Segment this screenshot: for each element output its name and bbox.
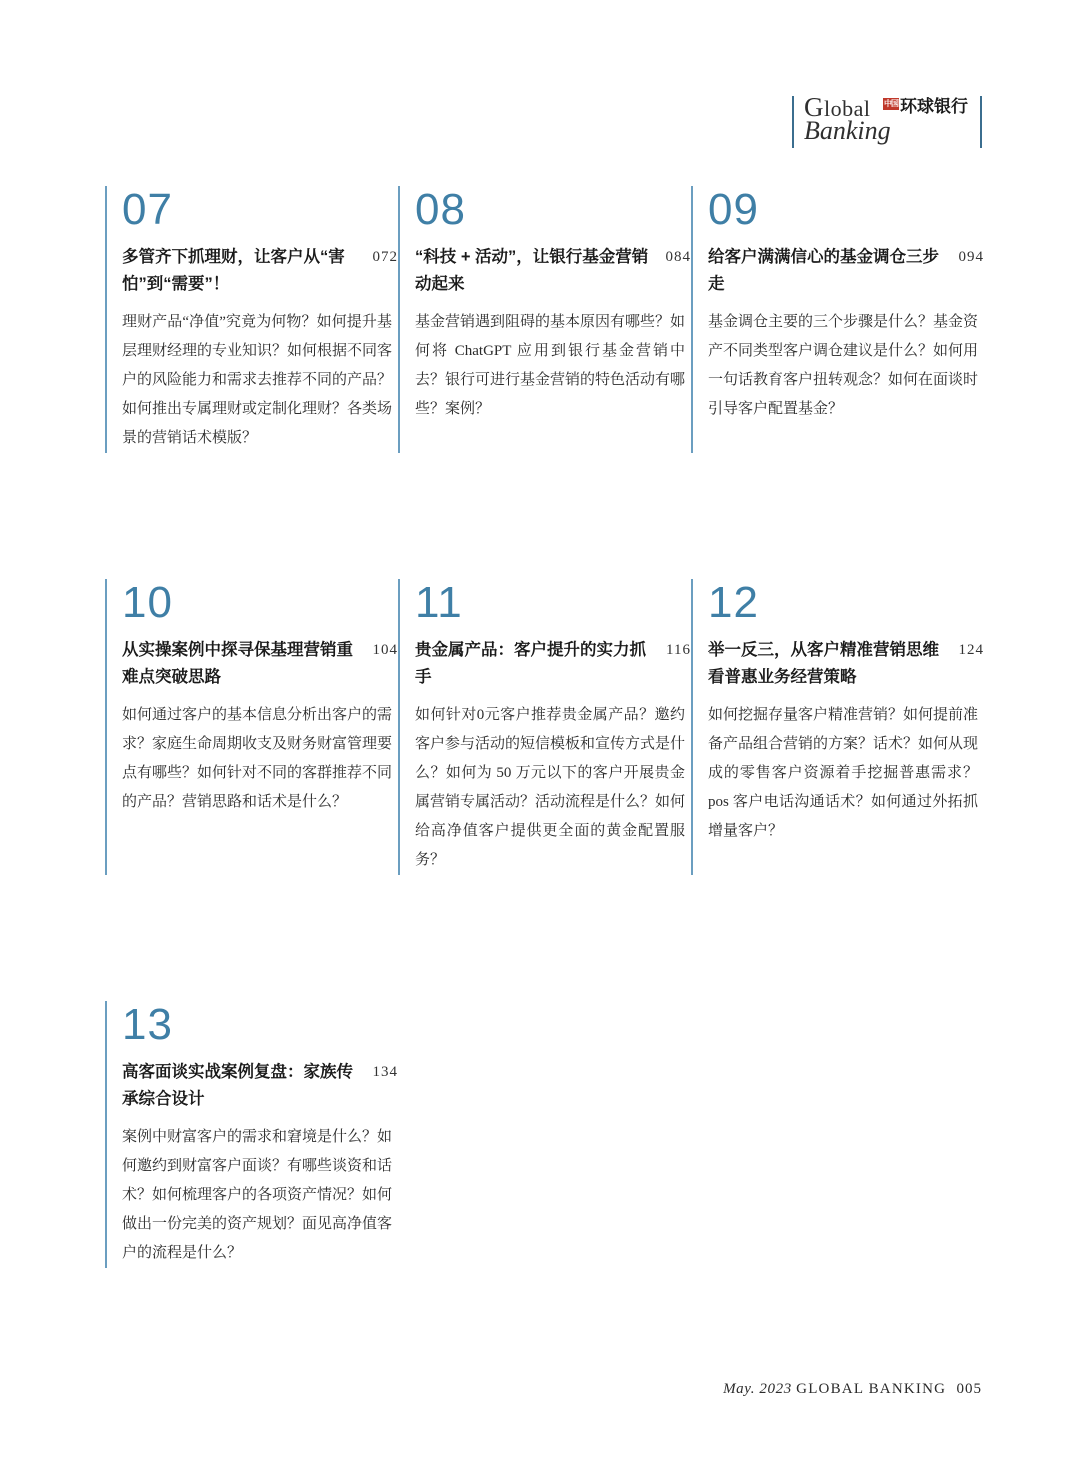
entry-number: 08 [415, 185, 466, 234]
page-footer [723, 1381, 982, 1398]
toc-entry-12[interactable] [691, 579, 984, 875]
footer-issue: May. 2023 [723, 1381, 792, 1397]
entry-description: 如何针对0元客户推荐贵金属产品？邀约客户参与活动的短信模板和宣传方式是什么？如何为 50 万元以下的客户开展贵金属营销专属活动？活动流程是什么？如何给高净值客户提供更全面的黄金配置服务？ [415, 707, 686, 868]
entry-title-text: 给客户满满信心的基金调仓三步走 [708, 248, 939, 293]
entry-title-text: 贵金属产品：客户提升的实力抓手 [415, 641, 646, 686]
masthead-chinese-mini: 中国 [884, 99, 898, 108]
toc-entry-11[interactable] [398, 579, 691, 875]
entry-description: 案例中财富客户的需求和窘境是什么？如何邀约到财富客户面谈？有哪些谈资和话术？如何梳理客户的各项资产情况？如何做出一份完美的资产规划？面见高净值客户的流程是什么？ [122, 1129, 393, 1261]
toc-row [105, 186, 985, 453]
entry-description: 基金调仓主要的三个步骤是什么？基金资产不同类型客户调仓建议是什么？如何用一句话教育客户扭转观念？如何在面谈时引导客户配置基金？ [708, 314, 979, 417]
entry-page-number: 124 [958, 642, 984, 658]
toc-row [105, 579, 985, 875]
entry-page-number: 116 [666, 642, 691, 658]
entry-page-number: 084 [665, 249, 691, 265]
masthead-logo-initial: G [804, 92, 824, 122]
masthead-right-rule [980, 96, 982, 148]
toc-entry-09[interactable] [691, 186, 984, 453]
entry-page-number: 094 [958, 249, 984, 265]
entry-title [708, 637, 984, 691]
entry-page-number: 072 [372, 249, 398, 265]
toc-entry-07[interactable] [105, 186, 398, 453]
entry-title [415, 244, 691, 298]
toc-row [105, 1001, 985, 1268]
entry-title-text: “科技 + 活动”，让银行基金营销动起来 [415, 248, 649, 293]
entry-description: 基金营销遇到阻碍的基本原因有哪些？如何将 ChatGPT 应用到银行基金营销中去？银行可进行基金营销的特色活动有哪些？案例？ [415, 314, 686, 417]
entry-page-number: 134 [372, 1064, 398, 1080]
masthead-chinese-title [883, 92, 968, 117]
entry-title [122, 244, 398, 298]
entry-number: 07 [122, 185, 173, 234]
entry-description: 如何挖掘存量客户精准营销？如何提前准备产品组合营销的方案？话术？如何从现成的零售客户资源着手挖掘普惠需求？pos 客户电话沟通话术？如何通过外拓抓增量客户？ [708, 707, 979, 839]
masthead-logo-rest: lobal [824, 96, 871, 121]
entry-title [122, 1059, 398, 1113]
toc-entry-08[interactable] [398, 186, 691, 453]
footer-publication: GLOBAL BANKING [796, 1381, 947, 1397]
entry-title-text: 多管齐下抓理财，让客户从“害怕”到“需要”！ [122, 248, 345, 293]
toc-empty-slot [691, 1001, 984, 1268]
masthead-logo [792, 92, 982, 154]
entry-number: 13 [122, 1000, 173, 1049]
entry-number: 10 [122, 578, 173, 627]
entry-title [415, 637, 691, 691]
entry-page-number: 104 [372, 642, 398, 658]
entry-number: 09 [708, 185, 759, 234]
entry-title-text: 高客面谈实战案例复盘：家族传承综合设计 [122, 1063, 353, 1108]
entry-title [122, 637, 398, 691]
footer-page-number: 005 [956, 1381, 982, 1397]
entry-description: 如何通过客户的基本信息分析出客户的需求？家庭生命周期收支及财务财富管理要点有哪些？如何针对不同的客群推荐不同的产品？营销思路和话术是什么？ [122, 707, 393, 810]
masthead-chinese-main: 环球银行 [900, 97, 968, 116]
toc-empty-slot [398, 1001, 691, 1268]
entry-number: 11 [415, 578, 463, 627]
entry-number: 12 [708, 578, 759, 627]
toc-entry-10[interactable] [105, 579, 398, 875]
table-of-contents [105, 186, 985, 1268]
entry-description: 理财产品“净值”究竟为何物？如何提升基层理财经理的专业知识？如何根据不同客户的风险能力和需求去推荐不同的产品？如何推出专属理财或定制化理财？各类场景的营销话术模版？ [122, 314, 393, 446]
masthead-left-rule [792, 96, 794, 148]
entry-title [708, 244, 984, 298]
masthead-logo-line2: Banking [804, 116, 891, 145]
toc-entry-13[interactable] [105, 1001, 398, 1268]
entry-title-text: 从实操案例中探寻保基理营销重难点突破思路 [122, 641, 353, 686]
entry-title-text: 举一反三，从客户精准营销思维看普惠业务经营策略 [708, 641, 939, 686]
